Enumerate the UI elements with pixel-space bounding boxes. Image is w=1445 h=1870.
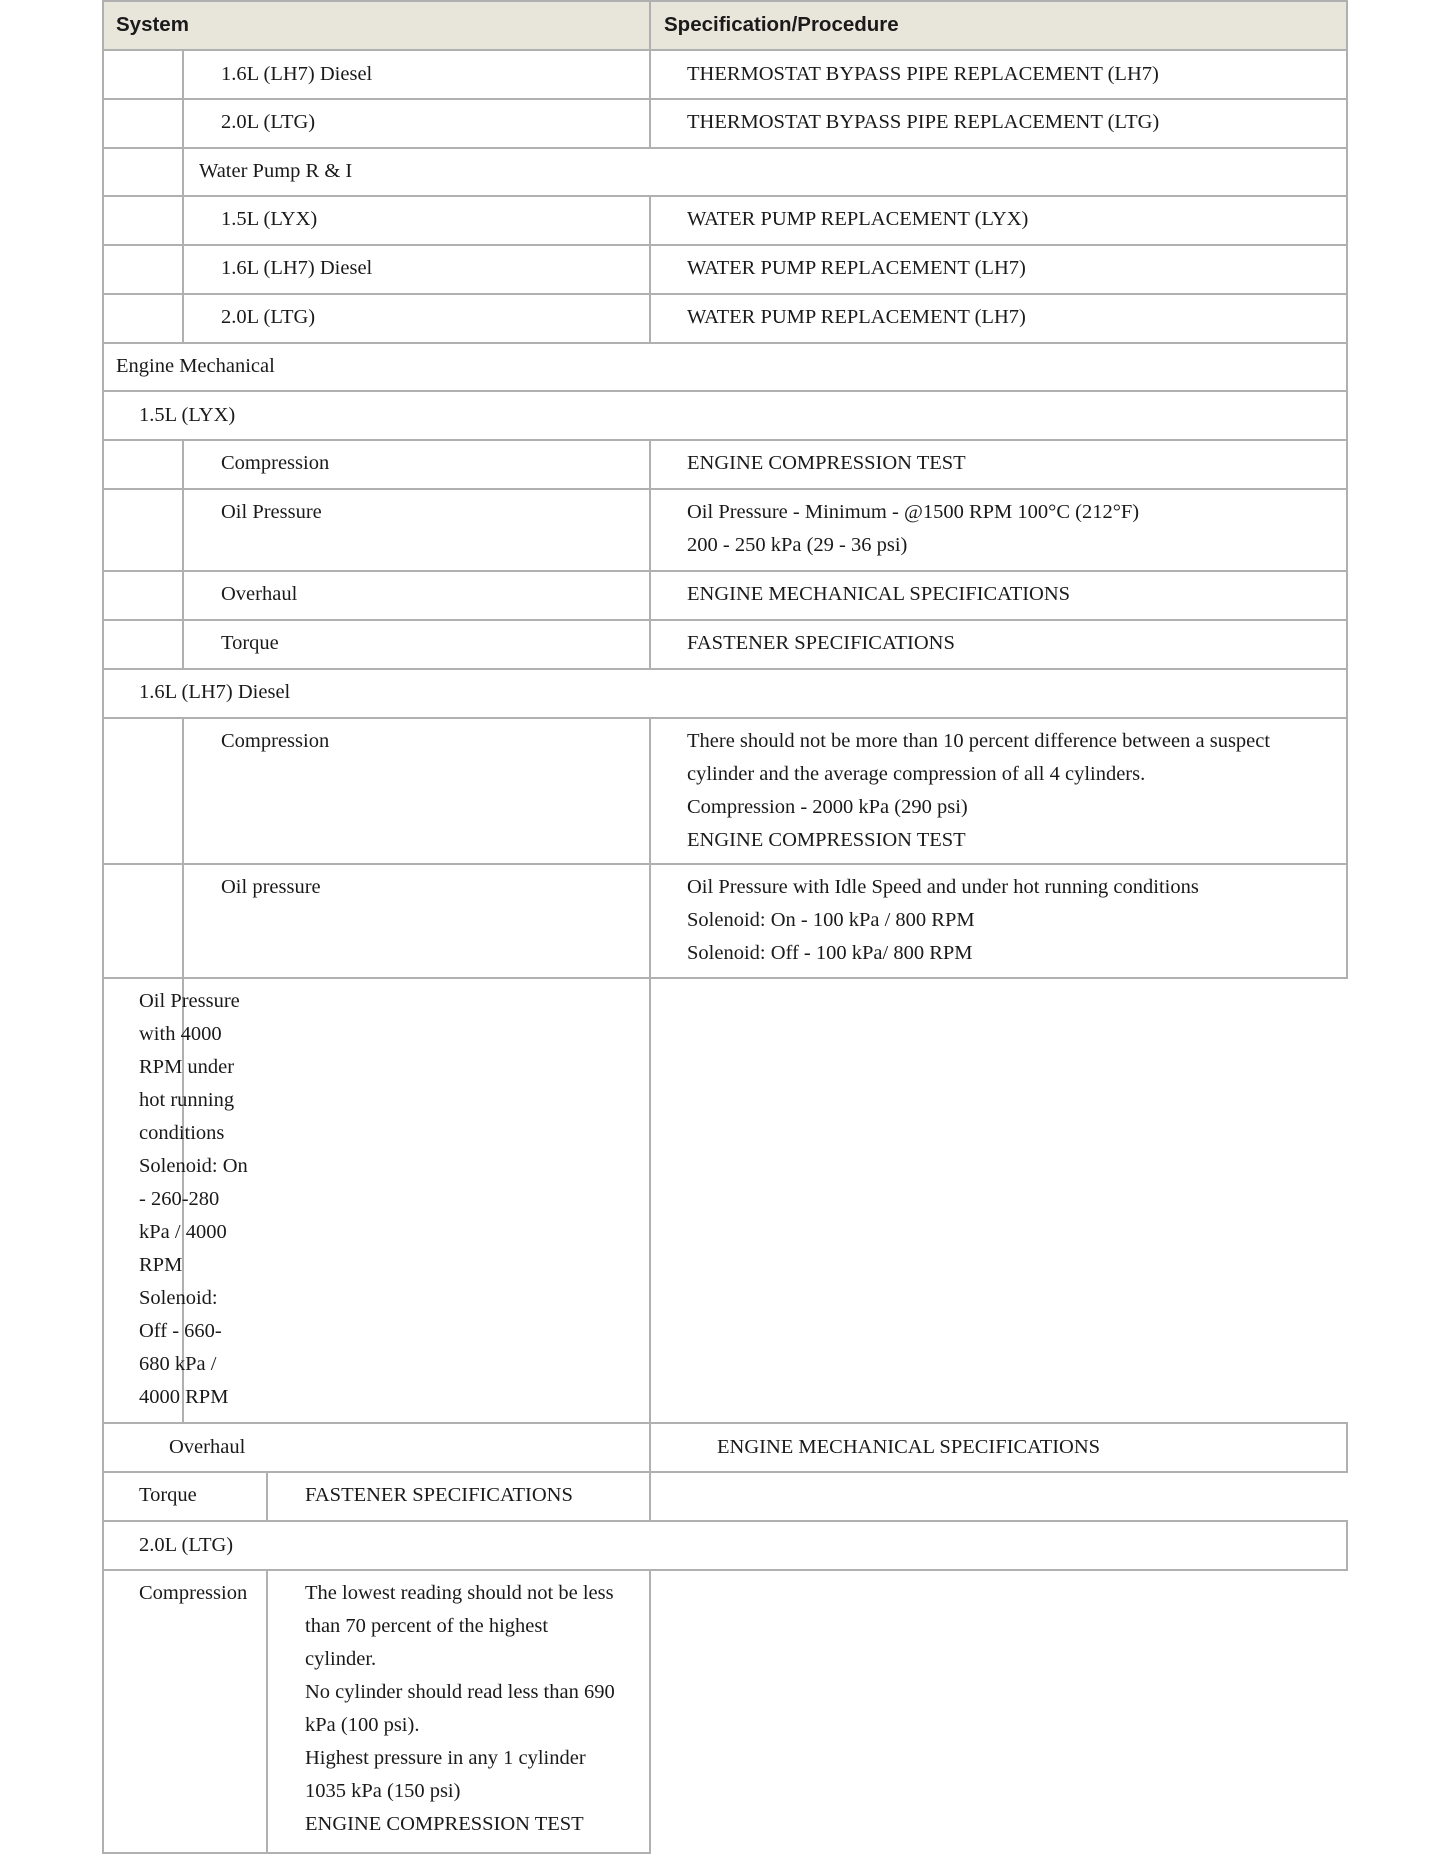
spec-line: kPa (100 psi). [305, 1714, 420, 1736]
row-label: 2.0L (LTG) [221, 111, 316, 133]
procedure-link: ENGINE MECHANICAL SPECIFICATIONS [717, 1436, 1101, 1458]
spec-line: There should not be more than 10 percent difference between a suspect [687, 730, 1271, 752]
spec-line: No cylinder should read less than 690 [305, 1681, 615, 1703]
section-label: Engine Mechanical [116, 355, 275, 377]
spec-line: Oil Pressure [139, 990, 240, 1012]
engine-row [102, 1520, 1348, 1571]
procedure-link: ENGINE COMPRESSION TEST [687, 452, 966, 474]
header-system: System [116, 13, 189, 36]
spec-line: Oil Pressure with Idle Speed and under hot running conditions [687, 876, 1199, 898]
spec-line: Solenoid: On - 100 kPa / 800 RPM [687, 909, 975, 931]
procedure-link: THERMOSTAT BYPASS PIPE REPLACEMENT (LH7) [687, 63, 1159, 85]
procedure-link: THERMOSTAT BYPASS PIPE REPLACEMENT (LTG) [687, 111, 1160, 133]
subsection-label: Water Pump R & I [199, 160, 353, 182]
row-label: Oil Pressure [221, 501, 322, 523]
spec-line: RPM under [139, 1056, 235, 1078]
spec-line: - 260-280 [139, 1188, 220, 1210]
procedure-link: ENGINE MECHANICAL SPECIFICATIONS [687, 583, 1071, 605]
procedure-link: WATER PUMP REPLACEMENT (LH7) [687, 306, 1026, 328]
spec-line: with 4000 [139, 1023, 222, 1045]
spec-line: hot running [139, 1089, 235, 1111]
row-label: Compression [221, 730, 330, 752]
engine-row [102, 390, 1348, 441]
header-spec: Specification/Procedure [664, 13, 899, 36]
spec-text [687, 871, 1199, 970]
engine-label: 2.0L (LTG) [139, 1534, 234, 1556]
row-label: 2.0L (LTG) [221, 306, 316, 328]
row-label: Overhaul [221, 583, 298, 605]
row-label: Torque [221, 632, 279, 654]
procedure-link: FASTENER SPECIFICATIONS [305, 1484, 573, 1506]
spec-line: Highest pressure in any 1 cylinder [305, 1747, 586, 1769]
procedure-link: FASTENER SPECIFICATIONS [687, 632, 955, 654]
section-row [102, 342, 1348, 392]
spec-line: ENGINE COMPRESSION TEST [305, 1813, 584, 1835]
row-label: 1.6L (LH7) Diesel [221, 63, 373, 85]
row-label: Oil pressure [221, 876, 321, 898]
spec-line: Compression - 2000 kPa (290 psi) [687, 796, 968, 818]
spec-line: Off - 660- [139, 1320, 222, 1342]
spec-line: kPa / 4000 [139, 1221, 227, 1243]
spec-line: Solenoid: On [139, 1155, 248, 1177]
spec-line: Oil Pressure - Minimum - @1500 RPM 100°C (212°F) [687, 501, 1140, 523]
spec-line: Solenoid: Off - 100 kPa/ 800 RPM [687, 942, 973, 964]
spec-line: than 70 percent of the highest [305, 1615, 549, 1637]
row-label: 1.6L (LH7) Diesel [221, 257, 373, 279]
spec-text [305, 1577, 615, 1841]
spec-line: cylinder. [305, 1648, 377, 1670]
spec-text [687, 496, 1139, 562]
spec-line: cylinder and the average compression of all 4 cylinders. [687, 763, 1146, 785]
spec-text [687, 725, 1270, 857]
engine-label: 1.6L (LH7) Diesel [139, 681, 291, 703]
row-label: Compression [221, 452, 330, 474]
spec-line: The lowest reading should not be less [305, 1582, 614, 1604]
row-label: Overhaul [169, 1436, 246, 1458]
spec-line: 4000 RPM [139, 1386, 229, 1408]
engine-label: 1.5L (LYX) [139, 404, 236, 426]
spec-line: 680 kPa / [139, 1353, 217, 1375]
spec-line: 200 - 250 kPa (29 - 36 psi) [687, 534, 908, 556]
row-label: Torque [139, 1484, 197, 1506]
spec-line: ENGINE COMPRESSION TEST [687, 829, 966, 851]
row-label: Compression [139, 1582, 248, 1604]
overflow-text [139, 985, 248, 1414]
row-label: 1.5L (LYX) [221, 208, 318, 230]
procedure-link: WATER PUMP REPLACEMENT (LYX) [687, 208, 1029, 230]
spec-line: Solenoid: [139, 1287, 218, 1309]
procedure-link: WATER PUMP REPLACEMENT (LH7) [687, 257, 1026, 279]
spec-line: RPM [139, 1254, 183, 1276]
spec-line: conditions [139, 1122, 225, 1144]
spec-line: 1035 kPa (150 psi) [305, 1780, 461, 1802]
